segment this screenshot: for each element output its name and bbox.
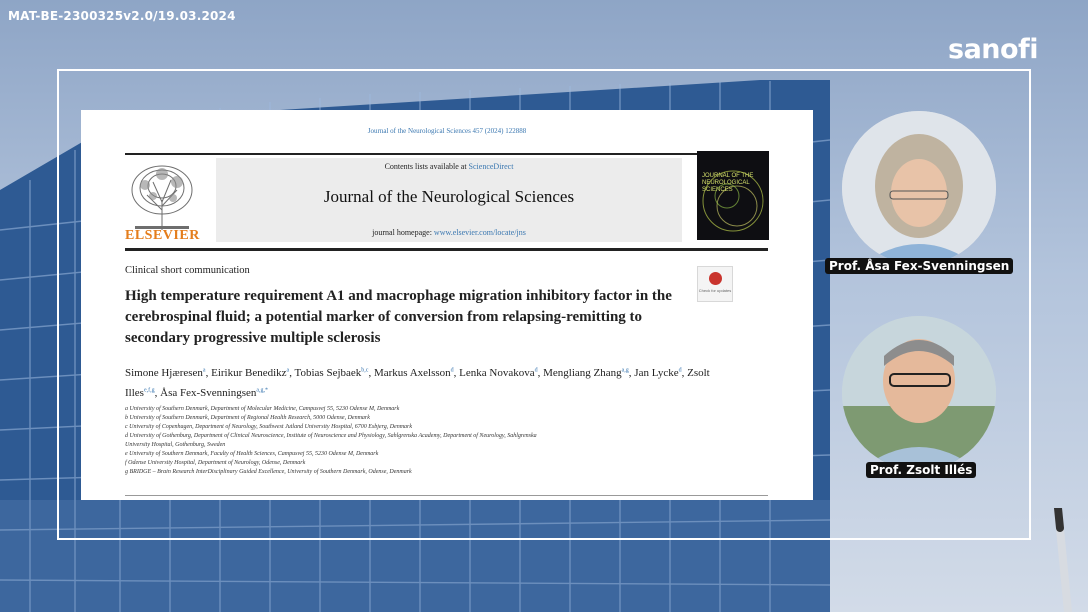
affiliation: University Hospital, Gothenburg, Sweden (125, 442, 226, 448)
check-for-updates-badge[interactable] (697, 266, 733, 302)
speaker-name-label: Prof. Zsolt Illés (866, 462, 976, 478)
contents-prefix: Contents lists available at (384, 162, 467, 171)
journal-title: Journal of the Neurological Sciences (323, 187, 575, 206)
homepage-line (216, 228, 682, 237)
article-category: Clinical short communication (125, 265, 250, 276)
author: Tobias Sejbaek$^{b,c}$, (294, 366, 374, 379)
speaker-name-label: Prof. Åsa Fex-Svenningsen (825, 258, 1013, 274)
crossmark-icon (709, 272, 722, 285)
affiliation: f Odense University Hospital, Department of Neurology, Odense, Denmark (125, 460, 306, 466)
speaker-portrait-icon (842, 316, 996, 470)
sciencedirect-link[interactable]: ScienceDirect (468, 162, 514, 171)
article-page (81, 110, 813, 500)
affiliation: c University of Copenhagen, Department of Neurology, Southwest Jutland University Hospital, 6700 Esbjerg, Denmark (125, 424, 413, 430)
affiliation: g BRIDGE – Brain Research InterDisciplinary Guided Excellence, University of Southern Denmark, Odense, Denmark (125, 469, 412, 475)
banner-rule (125, 248, 768, 251)
journal-reference[interactable]: Journal of the Neurological Sciences 457 (2024) 122888 (367, 127, 527, 135)
cover-title: JOURNAL OF THE NEUROLOGICAL SCIENCES (702, 173, 754, 193)
cover-art-icon (697, 151, 769, 240)
elsevier-wordmark: ELSEVIER (125, 228, 200, 243)
author: Zsolt Illes$^{e,f,g}$, (125, 366, 710, 400)
footer-rule (125, 495, 768, 496)
contents-line (216, 162, 682, 171)
affiliation-list (125, 405, 725, 477)
pen-image (1052, 508, 1072, 612)
header-rule (125, 153, 768, 155)
affiliation: b University of Southern Denmark, Department of Regional Health Research, 5000 Odense, Denmark (125, 415, 370, 421)
speaker-photo-2 (842, 316, 996, 470)
author: Jan Lycke$^d$, (634, 366, 688, 379)
journal-cover-image (697, 151, 769, 240)
affiliation: a University of Southern Denmark, Department of Molecular Medicine, Campusvej 55, 5230 Odense M, Denmark (125, 406, 400, 412)
homepage-prefix: journal homepage: (372, 228, 432, 237)
author: Markus Axelsson$^d$, (373, 366, 460, 379)
badge-label: Check for updates (698, 288, 732, 293)
author: Mengliang Zhang$^{a,g}$, (543, 366, 635, 379)
affiliation: e University of Southern Denmark, Faculty of Health Sciences, Campusvej 55, 5230 Odense M, Denmark (125, 451, 379, 457)
author: Eirikur Benedikz$^a$, (211, 366, 295, 379)
journal-banner (216, 158, 682, 242)
speaker-portrait-icon (842, 111, 996, 265)
author: Simone Hjæresen$^a$, (125, 366, 212, 379)
article-title: High temperature requirement A1 and macrophage migration inhibitory factor in the cerebrospinal fluid; a potential marker of conversion from relapsing-remitting to secondary progressive multiple sclerosis (125, 288, 672, 346)
author: Lenka Novakova$^d$, (459, 366, 544, 379)
affiliation: d University of Gothenburg, Department of Clinical Neuroscience, Institute of Neuroscience and Physiology, Sahlgrenska Academy, Department of Neurology, Sahlgrenska (125, 433, 537, 439)
sanofi-logo: sanofi (948, 34, 1039, 65)
speaker-photo-1 (842, 111, 996, 265)
author-list (125, 361, 725, 402)
document-code: MAT-BE-2300325v2.0/19.03.2024 (8, 9, 236, 23)
homepage-link[interactable]: www.elsevier.com/locate/jns (433, 228, 526, 237)
author: Åsa Fex-Svenningsen$^{a,g,*}$ (160, 387, 269, 400)
